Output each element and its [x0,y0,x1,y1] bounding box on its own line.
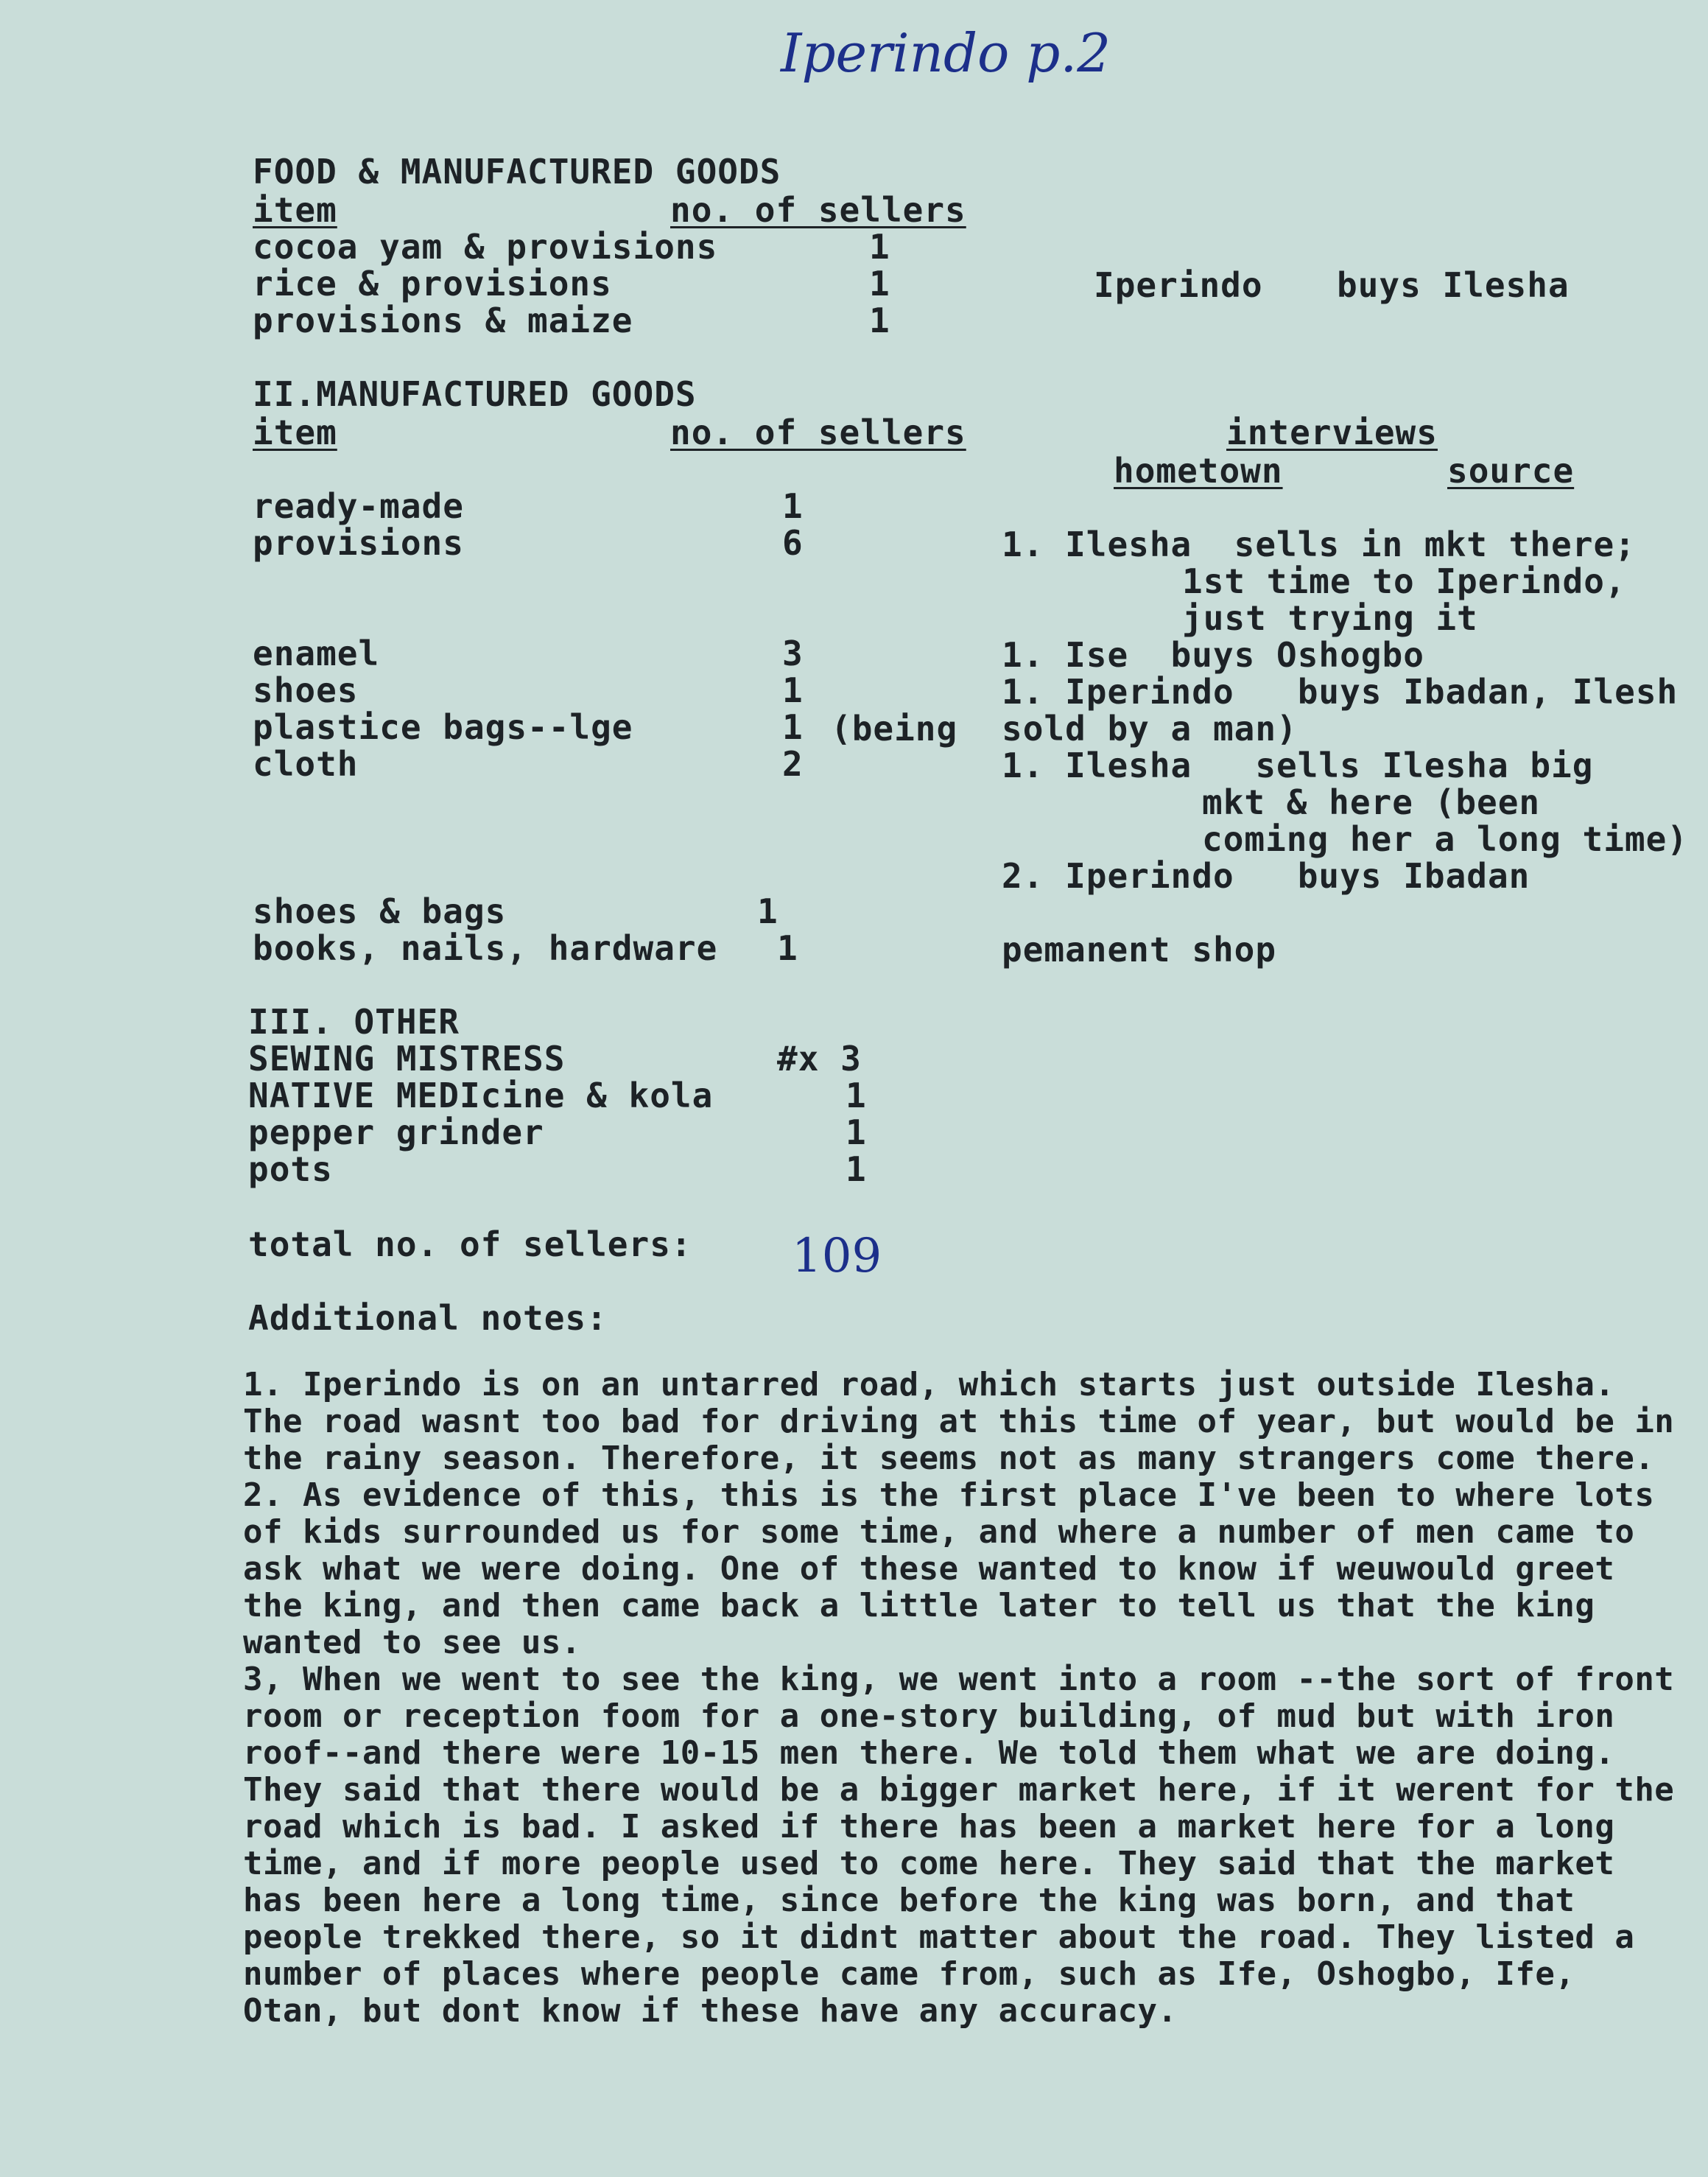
note-paragraph: 2. As evidence of this, this is the first place I've been to where lots of kids surrounded us for some time, and where a number of men came to ask what we were doing. One of these wanted to know if weuwould greet the king, and then came back a little later to tell us that the king wanted to see us. [243,1476,1655,1661]
handwritten-page-note: Iperindo p.2 [781,22,1111,84]
interview-note: coming her a long time) [1202,819,1688,859]
manufactured-row-count: 2 [782,744,804,784]
other-row-count: 1 [846,1149,867,1189]
note-paragraph: 1. Iperindo is on an untarred road, which starts just outside Ilesha. The road wasnt too bad for driving at this time of year, but would be in the rainy season. Therefore, it seems not as many strangers come there. [243,1366,1675,1477]
manufactured-row-count: 1 [782,670,804,710]
interview-note: mkt & here (been [1202,782,1541,822]
interview-note: pemanent shop [1002,930,1277,970]
other-row-count: 1 [846,1076,867,1115]
note-paragraph: 3, When we went to see the king, we went into a room --the sort of front room or reception foom for a one-story building, of mud but with iron roof--and there were 10-15 men there. We told them what we are doing. They said that there would be a bigger market here, if it werent for the road which is bad. I asked if there has been a market here for a long time, and if more people used to come here. They said that the market has been here a long time, since before the king was born, and that people trekked there, so it didnt matter about the road. They listed a number of places where people came from, such as Ife, Oshogbo, Ife, Otan, but dont know if these have any accuracy. [243,1661,1675,2030]
manufactured-row-count: 1 [782,707,804,747]
other-section-title: III. OTHER [248,1002,460,1042]
food-row-count: 1 [869,301,890,340]
food-section-title: FOOD & MANUFACTURED GOODS [253,152,781,192]
other-row-item: pots [248,1149,333,1189]
other-row-item: pepper grinder [248,1112,544,1152]
interview-note: 2. Iperindo buys Ibadan [1002,856,1530,896]
manufactured-row-count: 1 [777,928,798,968]
interview-note: 1. Ilesha sells in mkt there; [1002,525,1636,564]
interview-note: 1. Ilesha sells Ilesha big [1002,746,1594,785]
interview-note: just trying it [1182,598,1478,638]
manufactured-col-hometown: hometown [1114,451,1283,491]
interview-note: 1. Iperindo buys Ibadan, Ilesh [1002,672,1679,712]
food-col-sellers: no. of sellers [670,190,966,230]
manufactured-row-item: plastice bags--lge [253,707,633,747]
interview-note: (being [831,709,958,749]
food-row-item: provisions & maize [253,301,633,340]
manufactured-row-count: 3 [782,634,804,673]
manufactured-col-sellers: no. of sellers [670,413,966,452]
food-note-town: Iperindo [1094,265,1263,305]
manufactured-row-item: books, nails, hardware [253,928,718,968]
manufactured-row-item: shoes [253,670,359,710]
manufactured-row-count: 6 [782,523,804,563]
food-row-count: 1 [869,227,890,267]
interview-note: sold by a man) [1002,709,1298,749]
manufactured-col-item: item [253,413,337,452]
total-label: total no. of sellers: [248,1224,692,1264]
notes-title: Additional notes: [248,1298,608,1338]
manufactured-row-item: enamel [253,634,380,673]
manufactured-row-item: provisions [253,523,464,563]
interview-note: 1st time to Iperindo, [1182,561,1626,601]
manufactured-col-interviews: interviews [1226,413,1438,452]
manufactured-row-item: ready-made [253,486,464,526]
manufactured-col-source: source [1447,451,1575,491]
food-col-item: item [253,190,337,230]
manufactured-row-count: 1 [782,486,804,526]
other-row-item: SEWING MISTRESS [248,1039,566,1079]
manufactured-row-count: 1 [757,891,779,931]
other-row-item: NATIVE MEDIcine & kola [248,1076,714,1115]
handwritten-total: 109 [792,1229,882,1283]
other-row-count: #x 3 [777,1039,862,1079]
food-row-item: rice & provisions [253,264,612,304]
manufactured-row-item: cloth [253,744,359,784]
manufactured-section-title: II.MANUFACTURED GOODS [253,374,697,414]
manufactured-row-item: shoes & bags [253,891,507,931]
food-row-item: cocoa yam & provisions [253,227,718,267]
food-note-source: buys Ilesha [1337,265,1570,305]
interview-note: 1. Ise buys Oshogbo [1002,635,1424,675]
food-row-count: 1 [869,264,890,304]
notes-body [243,1367,1687,2030]
other-row-count: 1 [846,1112,867,1152]
